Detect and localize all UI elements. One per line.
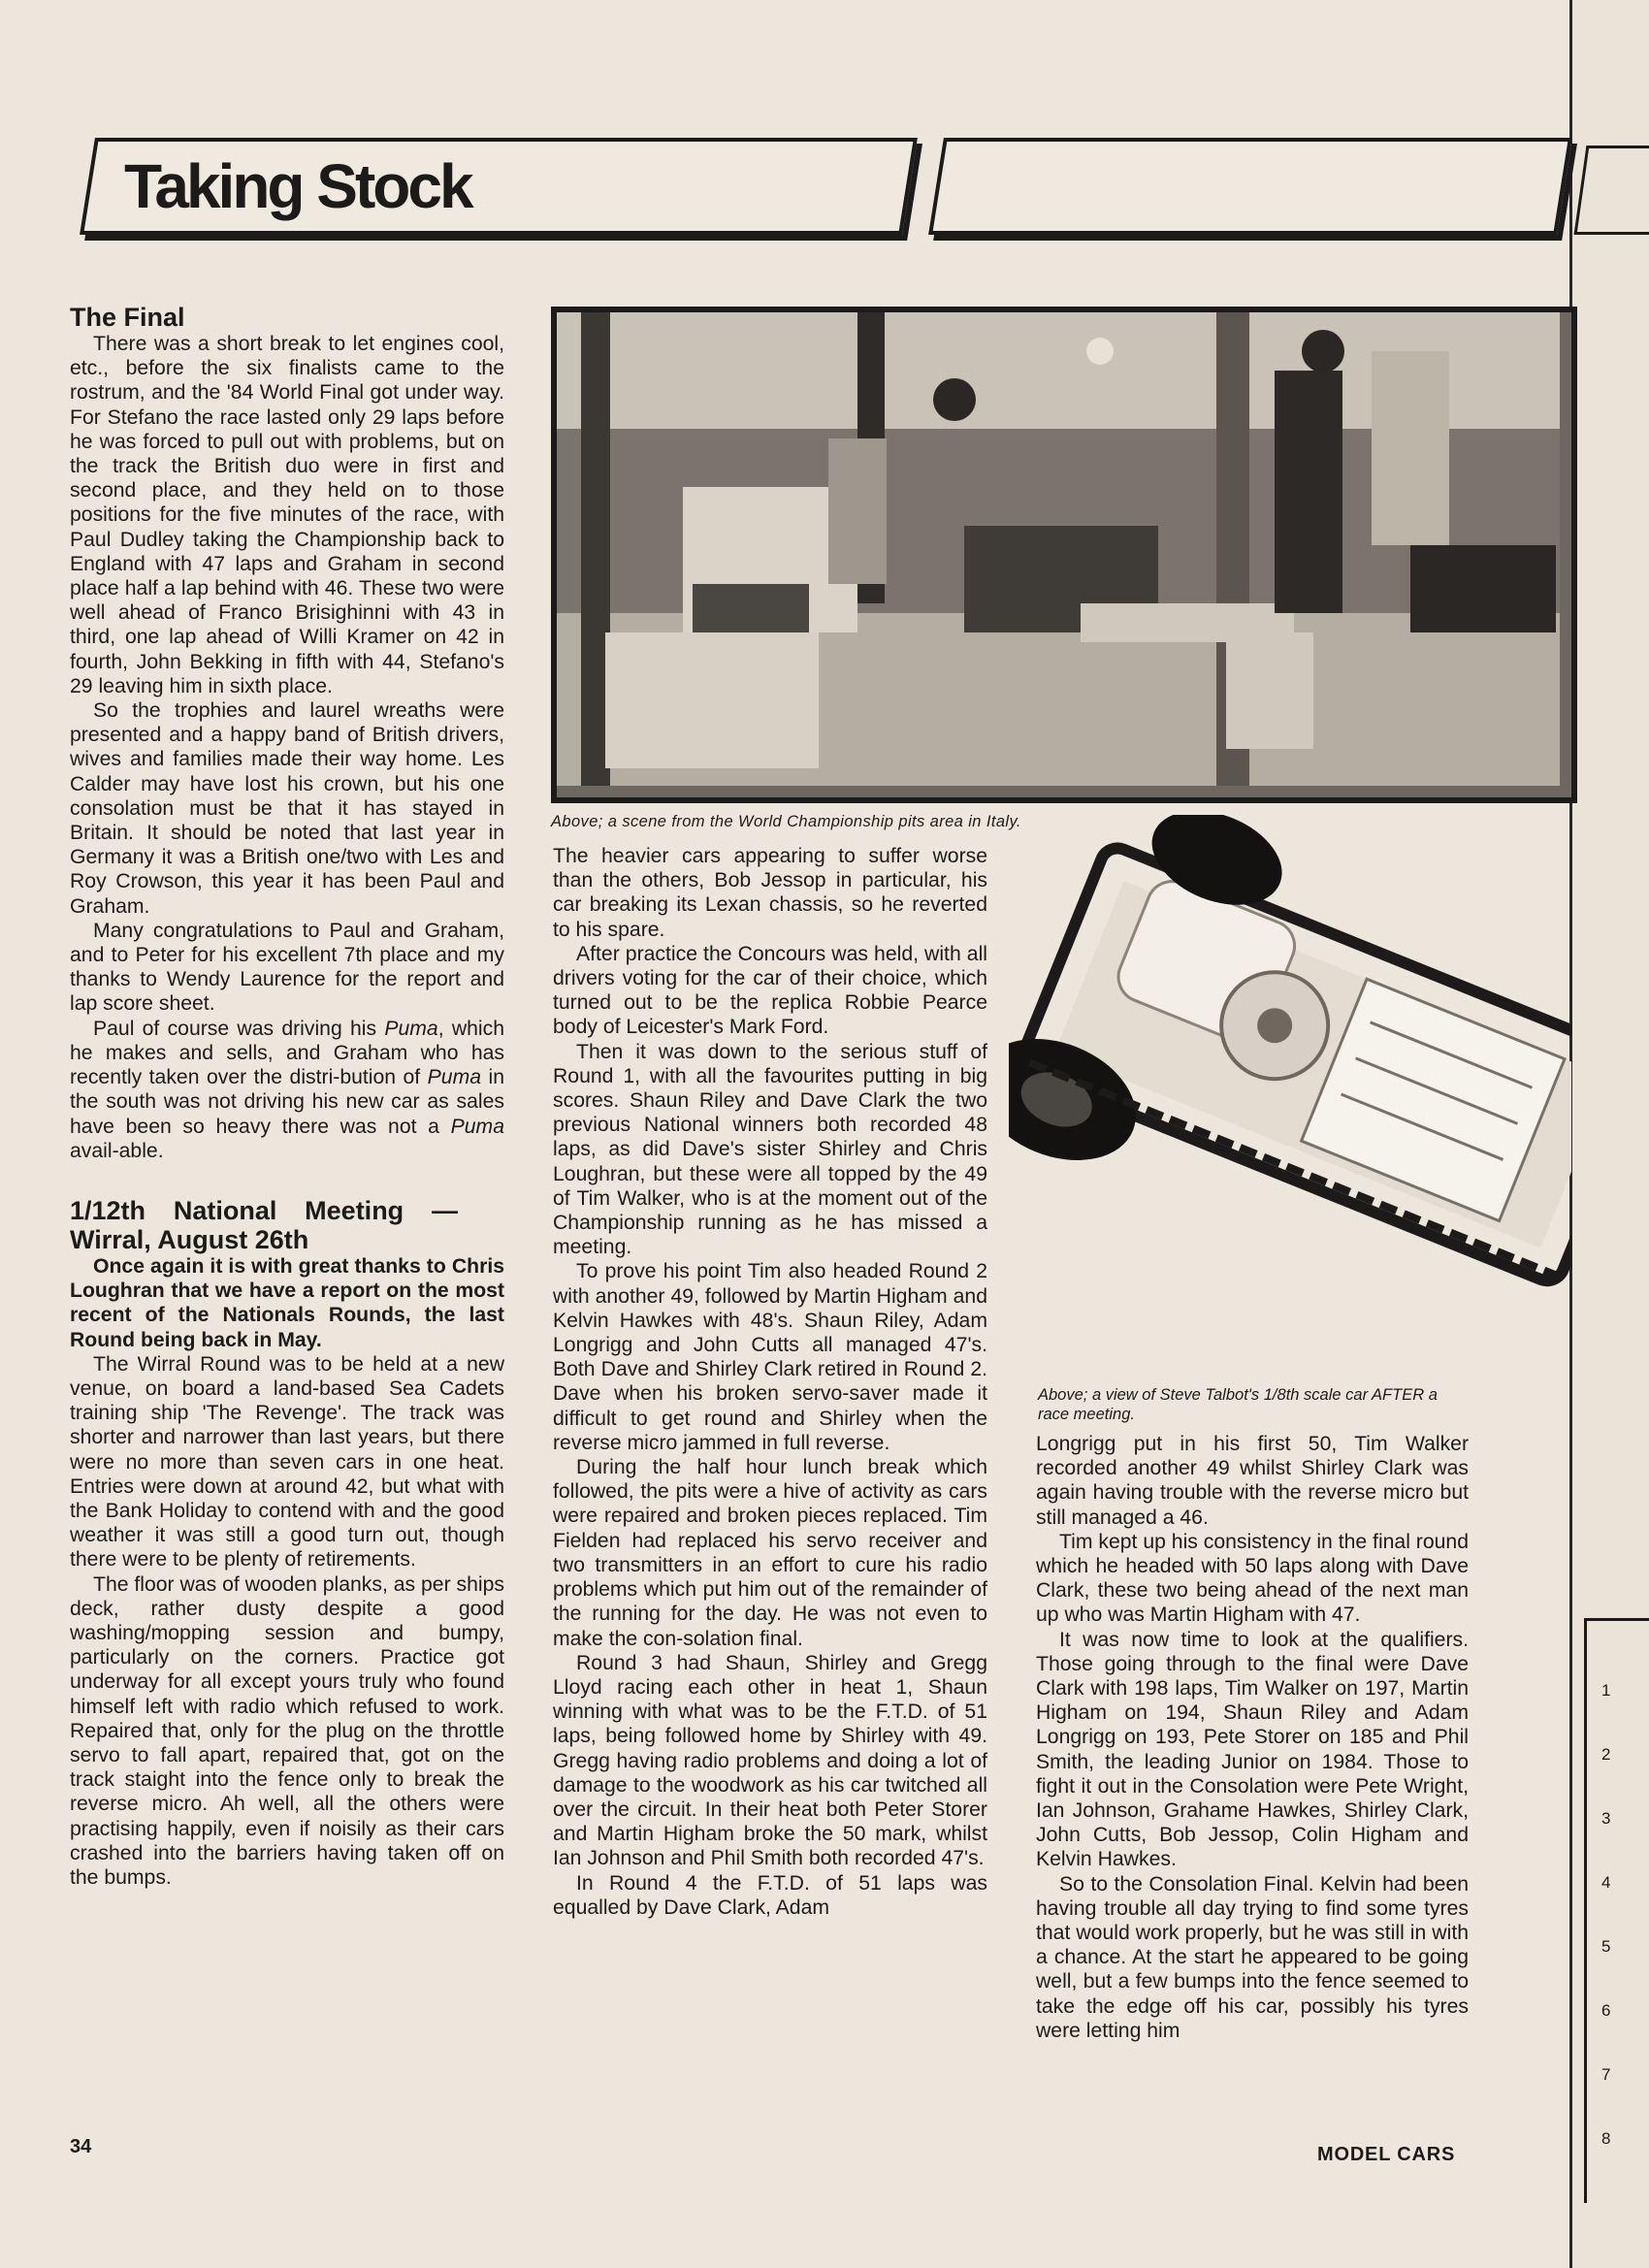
rc-car-photo (1009, 815, 1571, 1377)
text-run: in the south was not driving his new car as sales have been so heavy there was not a (70, 1066, 504, 1138)
paragraph: There was a short break to let engines cool, etc., before the six finalists came to the rostrum, and the '84 World Final got under way. For Stefano the race lasted only 29 laps before he was forced to pull out with problems, but on the track the British duo were in first and second place, and they held on to those positions for the five minutes of the race, with Paul Dudley taking the Championship back to England with 47 laps and Graham in second place half a lap behind with 46. These two were well ahead of Franco Brisighinni with 43 in third, one lap ahead of Willi Kramer on 42 in fourth, John Bekking in fifth with 44, Stefano's 29 leaving him in sixth place. (70, 333, 504, 697)
article-column-2 (553, 844, 987, 1920)
paragraph: The heavier cars appearing to suffer worse than the others, Bob Jessop in particular, his car breaking its Lexan chassis, so he reverted to his spare. (553, 845, 987, 941)
article-column-3 (1036, 1432, 1469, 2043)
facing-page-row-numbers (1601, 1659, 1621, 2171)
text-run: Paul of course was driving his (93, 1017, 385, 1040)
page-title: Taking Stock (124, 151, 471, 221)
edge-number: 6 (1601, 2001, 1611, 2020)
edge-number: 3 (1601, 1809, 1611, 1828)
paragraph: Then it was down to the serious stuff of Round 1, with all the favourites putting in big scores. Shaun Riley and Dave Clark the two previous National winners both recorded 48 laps, as did Dave's sister Shirley and Chris Loughran, but these were all topped by the 49 of Tim Walker, who is at the moment out of the Championship running as he has missed a meeting. (553, 1040, 987, 1259)
paragraph: The Wirral Round was to be held at a new venue, on board a land-based Sea Cadets training ship 'The Revenge'. The track was shorter and narrower than last years, but there were no more than seven cars in one heat. Entries were down at around 42, but what with the Bank Holiday to contend with and the good weather it was still a good turn out, though there were to be plenty of retirements. (70, 1352, 504, 1571)
text-run: avail-able. (70, 1139, 164, 1162)
paragraph: So the trophies and laurel wreaths were presented and a happy band of British drivers, wives and families made their way home. Les Calder may have lost his crown, but his one consolation must be that it has stayed in Britain. It should be noted that last year in Germany it was a British one/two with Les and Roy Crowson, this year it has been Paul and Graham. (70, 699, 504, 918)
edge-number: 8 (1601, 2129, 1611, 2148)
page-number: 34 (70, 2136, 92, 2157)
paragraph: Round 3 had Shaun, Shirley and Gregg Lloyd racing each other in heat 1, Shaun winning with what was to be the F.T.D. of 51 laps, being followed home by Shirley with 49. Gregg having radio problems and doing a lot of damage to the woodwork as his car twitched all over the circuit. In their heat both Peter Storer and Martin Higham broke the 50 mark, whilst Ian Johnson and Phil Smith both recorded 47's. (553, 1651, 987, 1870)
italic-run: Puma (384, 1017, 438, 1040)
facing-page-banner-fragment (1574, 146, 1649, 235)
italic-run: Puma (427, 1066, 482, 1089)
article-column-1 (70, 303, 504, 1890)
edge-number: 5 (1601, 1937, 1611, 1956)
pits-area-photo (551, 307, 1577, 803)
photo-caption-pits: Above; a scene from the World Championship pits area in Italy. (551, 813, 1021, 830)
paragraph: To prove his point Tim also headed Round 2 with another 49, followed by Martin Higham and Kelvin Hawkes with 48's. Shaun Riley, Adam Longrigg and John Cutts all managed 47's. Both Dave and Shirley Clark retired in Round 2. Dave when his broken servo-saver made it difficult to get round and Shirley when the reverse micro jammed in full reverse. (553, 1260, 987, 1454)
facing-page-edge (1569, 0, 1649, 2268)
header-banner-empty (928, 138, 1572, 235)
paragraph: In Round 4 the F.T.D. of 51 laps was equalled by Dave Clark, Adam (553, 1871, 987, 1919)
section-heading-wirral: 1/12th National Meeting — Wirral, August 26th (70, 1195, 458, 1254)
text-run: , which he makes and sells, and Graham who has recently taken over the distri-bution of (70, 1017, 504, 1089)
edge-number: 2 (1601, 1745, 1611, 1764)
photo-caption-car: Above; a view of Steve Talbot's 1/8th scale car AFTER a race meeting. (1038, 1386, 1438, 1423)
section-heading-final: The Final (70, 303, 185, 332)
edge-number: 4 (1601, 1873, 1611, 1892)
paragraph: So to the Consolation Final. Kelvin had been having trouble all day trying to find some tyres that would work properly, but he was still in with a chance. At the start he appeared to be going well, but a few bumps into the fence seemed to take the edge off his car, possibly his tyres were letting him (1036, 1872, 1469, 2042)
paragraph: The floor was of wooden planks, as per ships deck, rather dusty despite a good washing/mopping session and bumpy, particularly on the corners. Practice got underway for all except yours truly who found himself left with radio which refused to work. Repaired that, only for the plug on the throttle servo to fall apart, repaired that, got on the track staight into the fence only to break the reverse micro. Ah well, all the others were practising happily, even if noisily as their cars crashed into the barriers having taken off on the bumps. (70, 1572, 504, 1889)
paragraph: During the half hour lunch break which followed, the pits were a hive of activity as cars were repaired and broken pieces replaced. Tim Fielden had replaced his servo receiver and two transmitters in an effort to cure his radio problems which put him out of the remainder of the running for the day. He was not even to make the con-solation final. (553, 1456, 987, 1650)
paragraph (70, 1017, 504, 1163)
italic-run: Puma (450, 1115, 504, 1138)
edge-number: 1 (1601, 1681, 1611, 1700)
paragraph: Tim kept up his consistency in the final round which he headed with 50 laps along with Dave Clark, these two being ahead of the next man up who was Martin Higham with 47. (1036, 1530, 1470, 1627)
paragraph: Longrigg put in his first 50, Tim Walker recorded another 49 whilst Shirley Clark was again having trouble with the reverse micro but still managed a 46. (1036, 1433, 1469, 1529)
magazine-name: MODEL CARS (1317, 2144, 1456, 2165)
edge-number: 7 (1601, 2065, 1611, 2084)
paragraph: Many congratulations to Paul and Graham, and to Peter for his excellent 7th place and my thanks to Wendy Laurence for the report and lap score sheet. (70, 919, 504, 1016)
paragraph: After practice the Concours was held, with all drivers voting for the car of their choice, which turned out to be the replica Robbie Pearce body of Leicester's Mark Ford. (553, 942, 987, 1039)
paragraph: It was now time to look at the qualifiers. Those going through to the final were Dave Clark with 198 laps, Tim Walker on 197, Martin Higham on 194, Shaun Riley and Adam Longrigg on 193, Pete Storer on 185 and Phil Smith, the leading Junior on 1984. Those to fight it out in the Consolation were Pete Wright, Ian Johnson, Grahame Hawkes, Shirley Clark, John Cutts, Bob Jessop, Colin Higham and Kelvin Hawkes. (1036, 1628, 1469, 1871)
lead-paragraph: Once again it is with great thanks to Chris Loughran that we have a report on the most recent of the Nationals Rounds, the last Round being back in May. (70, 1254, 504, 1351)
